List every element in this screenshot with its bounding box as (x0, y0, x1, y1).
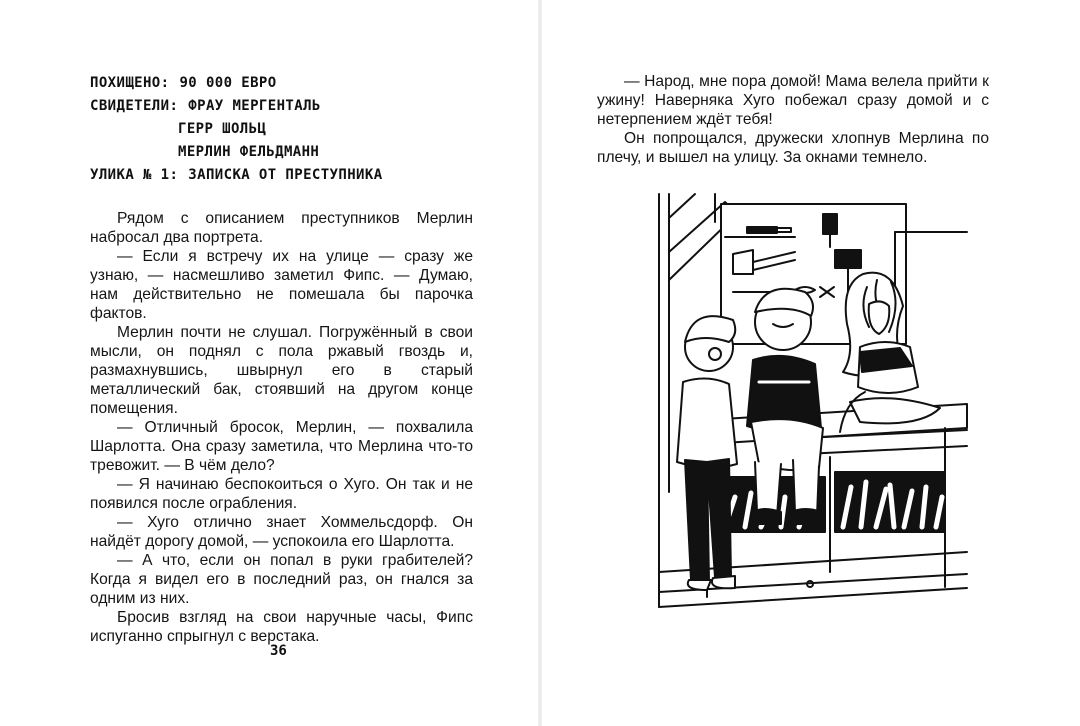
page-number: 36 (270, 643, 287, 659)
paragraph: — А что, если он попал в руки грабителей? Когда я видел его в последний раз, он гнался за одним из них. (90, 552, 473, 607)
stolen-value: 90 000 ЕВРО (179, 75, 277, 91)
paragraph: — Если я встречу их на улице — сразу же узнаю, — насмешливо заметил Фипс. — Думаю, нам действительно не помешала бы парочка фактов. (90, 248, 473, 322)
witnesses-label: СВИДЕТЕЛИ: (90, 98, 179, 114)
evidence-value: ЗАПИСКА ОТ ПРЕСТУПНИКА (188, 167, 383, 183)
case-row-evidence (90, 164, 383, 187)
paragraph: Рядом с описанием преступников Мерлин набросал два портрета. (90, 210, 473, 246)
paragraph: — Хуго отлично знает Хоммельсдорф. Он найдёт дорогу домой, — успокоила его Шарлотта. (90, 514, 473, 550)
case-row-witnesses (90, 95, 383, 118)
witness-2: ГЕРР ШОЛЬЦ (178, 121, 267, 137)
case-file-block (90, 72, 383, 187)
witness-3: МЕРЛИН ФЕЛЬДМАНН (178, 144, 320, 160)
paragraph: Мерлин почти не слушал. Погружённый в свои мысли, он поднял с пола ржавый гвоздь и, размахнувшись, швырнул его в старый металлический бак, стоявший на другом конце помещения. (90, 324, 473, 417)
right-body-text (597, 72, 989, 167)
stolen-label: ПОХИЩЕНО: (90, 75, 170, 91)
case-row-witness-2 (90, 118, 383, 141)
evidence-label: УЛИКА № 1: (90, 167, 179, 183)
witness-1: ФРАУ МЕРГЕНТАЛЬ (188, 98, 321, 114)
left-body-text (90, 209, 473, 646)
case-row-stolen (90, 72, 383, 95)
paragraph: Бросив взгляд на свои наручные часы, Фипс испуганно спрыгнул с верстака. (90, 609, 473, 645)
workshop-illustration (655, 192, 969, 620)
paragraph: — Народ, мне пора домой! Мама велела прийти к ужину! Наверняка Хуго побежал сразу домой и с нетерпением ждёт тебя! (597, 73, 989, 128)
paragraph: — Я начинаю беспокоиться о Хуго. Он так и не появился после ограбления. (90, 476, 473, 512)
paragraph: Он попрощался, дружески хлопнув Мерлина по плечу, и вышел на улицу. За окнами темнело. (597, 130, 989, 166)
paragraph: — Отличный бросок, Мерлин, — похвалила Шарлотта. Она сразу заметила, что Мерлина что-то тревожит. — В чём дело? (90, 419, 473, 474)
case-row-witness-3 (90, 141, 383, 164)
